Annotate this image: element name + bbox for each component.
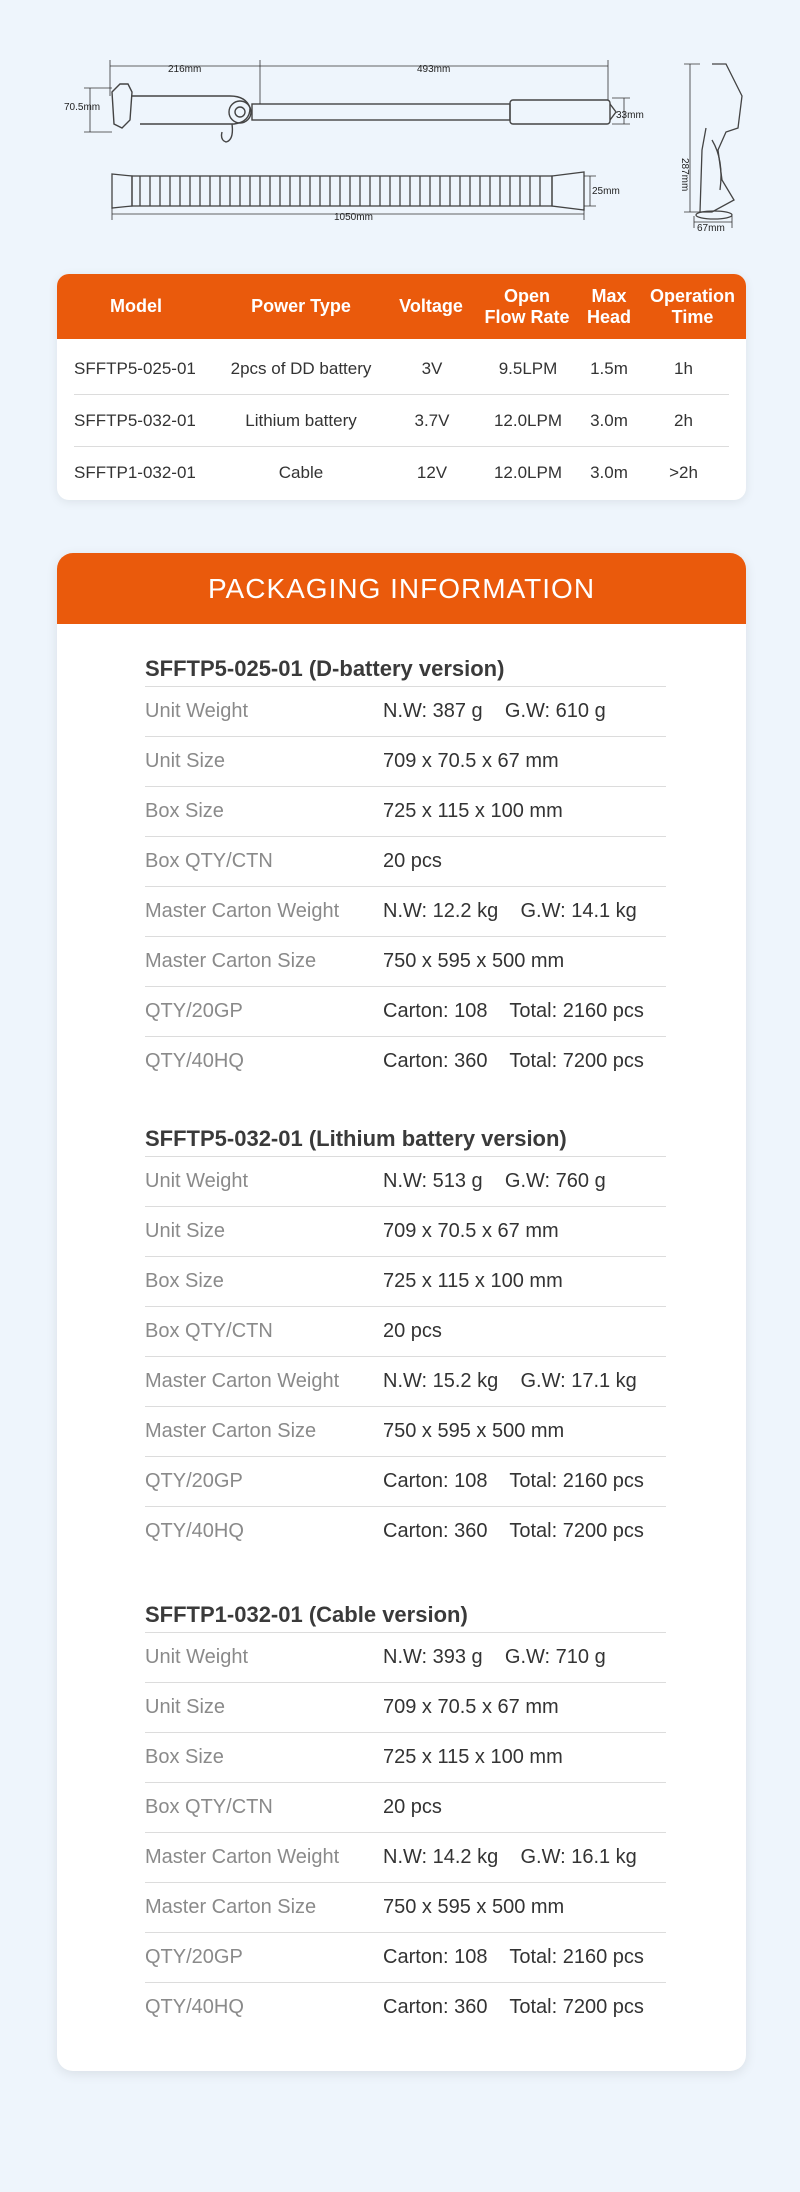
header-model: Model — [110, 296, 162, 316]
row-label: Box Size — [145, 1746, 224, 1768]
row-value: Carton: 108 Total: 2160 pcs — [383, 1946, 644, 1968]
row-value: N.W: 393 g G.W: 710 g — [383, 1646, 606, 1668]
cell-max-head: 3.0m — [590, 462, 628, 482]
packaging-row — [145, 837, 666, 887]
packaging-row — [145, 1733, 666, 1783]
row-value: 709 x 70.5 x 67 mm — [383, 1220, 559, 1242]
row-label: Box QTY/CTN — [145, 1796, 273, 1818]
row-value: Carton: 108 Total: 2160 pcs — [383, 1000, 644, 1022]
row-label: Master Carton Weight — [145, 1370, 340, 1392]
row-value: 725 x 115 x 100 mm — [383, 1746, 563, 1768]
packaging-section-d-battery — [145, 651, 666, 1086]
row-value: 20 pcs — [383, 1796, 442, 1818]
row-value: Carton: 108 Total: 2160 pcs — [383, 1470, 644, 1492]
cell-max-head: 1.5m — [590, 358, 628, 378]
row-label: Box QTY/CTN — [145, 850, 273, 872]
row-label: QTY/20GP — [145, 1946, 243, 1968]
row-value: 750 x 595 x 500 mm — [383, 1896, 565, 1918]
dim-33: 33mm — [616, 110, 644, 121]
dimension-lines — [84, 60, 732, 228]
row-value: N.W: 15.2 kg G.W: 17.1 kg — [383, 1370, 637, 1392]
row-label: QTY/40HQ — [145, 1520, 244, 1542]
hose-view — [112, 172, 584, 210]
packaging-row — [145, 1507, 666, 1556]
row-label: QTY/20GP — [145, 1000, 243, 1022]
row-value: N.W: 12.2 kg G.W: 14.1 kg — [383, 900, 637, 922]
packaging-row — [145, 1407, 666, 1457]
header-op-time-line1: Operation — [649, 285, 735, 306]
row-label: Unit Size — [145, 750, 226, 772]
cell-op-time: 1h — [674, 358, 693, 378]
packaging-row — [145, 1457, 666, 1507]
cell-flow-rate: 12.0LPM — [493, 462, 563, 482]
product-dimension-drawing — [0, 0, 800, 260]
row-value: 20 pcs — [383, 850, 442, 872]
packaging-section-lithium — [145, 1121, 666, 1556]
row-label: Unit Weight — [145, 700, 249, 722]
row-label: Unit Size — [145, 1696, 226, 1718]
row-value: Carton: 360 Total: 7200 pcs — [383, 1050, 644, 1072]
header-max-head — [579, 286, 639, 328]
row-label: Master Carton Weight — [145, 900, 340, 922]
row-value: Carton: 360 Total: 7200 pcs — [383, 1520, 644, 1542]
table-row — [74, 395, 729, 447]
header-flow-rate — [475, 286, 579, 328]
section-title: SFFTP5-025-01 (D-battery version) — [145, 651, 666, 687]
table-row — [74, 447, 729, 498]
spec-table — [57, 274, 746, 500]
cell-power-type: Cable — [278, 462, 324, 482]
header-max-head-line2: Head — [586, 306, 631, 327]
cell-model: SFFTP5-025-01 — [74, 358, 196, 378]
header-flow-rate-line2: Flow Rate — [484, 306, 570, 327]
packaging-row — [145, 1257, 666, 1307]
header-operation-time — [639, 286, 746, 328]
row-label: QTY/20GP — [145, 1470, 243, 1492]
row-value: 725 x 115 x 100 mm — [383, 1270, 563, 1292]
row-value: 20 pcs — [383, 1320, 442, 1342]
header-flow-rate-line1: Open — [503, 285, 550, 306]
dim-70-5: 70.5mm — [64, 102, 101, 113]
dim-1050: 1050mm — [334, 212, 373, 223]
packaging-row — [145, 937, 666, 987]
cell-flow-rate: 12.0LPM — [493, 410, 563, 430]
packaging-row — [145, 1983, 666, 2032]
row-label: Unit Weight — [145, 1170, 249, 1192]
cell-model: SFFTP1-032-01 — [74, 462, 196, 482]
row-value: N.W: 14.2 kg G.W: 16.1 kg — [383, 1846, 637, 1868]
row-value: N.W: 387 g G.W: 610 g — [383, 700, 606, 722]
header-power-type: Power Type — [251, 296, 351, 316]
packaging-row — [145, 1037, 666, 1086]
packaging-row — [145, 1683, 666, 1733]
header-max-head-line1: Max — [591, 285, 627, 306]
packaging-row — [145, 1157, 666, 1207]
row-value: 750 x 595 x 500 mm — [383, 1420, 565, 1442]
packaging-row — [145, 787, 666, 837]
spec-table-header — [57, 274, 746, 339]
dim-493: 493mm — [417, 64, 451, 75]
header-op-time-line2: Time — [671, 306, 714, 327]
row-value: Carton: 360 Total: 7200 pcs — [383, 1996, 644, 2018]
cell-flow-rate: 9.5LPM — [498, 358, 558, 378]
row-label: Box Size — [145, 800, 224, 822]
dim-287: 287mm — [679, 158, 690, 192]
packaging-row — [145, 1933, 666, 1983]
packaging-section-cable — [145, 1597, 666, 2032]
section-title: SFFTP1-032-01 (Cable version) — [145, 1597, 666, 1633]
packaging-row — [145, 1633, 666, 1683]
packaging-row — [145, 1833, 666, 1883]
packaging-row — [145, 1357, 666, 1407]
packaging-row — [145, 987, 666, 1037]
packaging-title: PACKAGING INFORMATION — [57, 553, 746, 624]
packaging-row — [145, 1783, 666, 1833]
section-title: SFFTP5-032-01 (Lithium battery version) — [145, 1121, 666, 1157]
table-row — [74, 343, 729, 395]
dim-216: 216mm — [168, 64, 202, 75]
packaging-card — [57, 553, 746, 2071]
row-label: Master Carton Size — [145, 950, 317, 972]
cell-op-time: 2h — [674, 410, 693, 430]
row-label: Box Size — [145, 1270, 224, 1292]
row-label: Box QTY/CTN — [145, 1320, 273, 1342]
cell-voltage: 3V — [421, 358, 443, 378]
cell-voltage: 3.7V — [414, 410, 450, 430]
packaging-row — [145, 1883, 666, 1933]
header-voltage: Voltage — [399, 296, 463, 316]
row-label: QTY/40HQ — [145, 1050, 244, 1072]
row-value: 750 x 595 x 500 mm — [383, 950, 565, 972]
row-label: Master Carton Weight — [145, 1846, 340, 1868]
packaging-row — [145, 687, 666, 737]
packaging-row — [145, 1207, 666, 1257]
dim-25: 25mm — [592, 186, 620, 197]
spec-table-body — [57, 339, 746, 500]
cell-max-head: 3.0m — [590, 410, 628, 430]
cell-power-type: Lithium battery — [245, 410, 357, 430]
row-label: Unit Weight — [145, 1646, 249, 1668]
row-value: 725 x 115 x 100 mm — [383, 800, 563, 822]
cell-voltage: 12V — [416, 462, 448, 482]
pump-side-view — [112, 84, 616, 142]
row-label: Master Carton Size — [145, 1896, 317, 1918]
packaging-row — [145, 887, 666, 937]
pump-line-drawing — [0, 0, 800, 260]
row-label: QTY/40HQ — [145, 1996, 244, 2018]
row-label: Master Carton Size — [145, 1420, 317, 1442]
packaging-row — [145, 1307, 666, 1357]
row-value: 709 x 70.5 x 67 mm — [383, 1696, 559, 1718]
cell-power-type: 2pcs of DD battery — [230, 358, 372, 378]
row-value: 709 x 70.5 x 67 mm — [383, 750, 559, 772]
row-value: N.W: 513 g G.W: 760 g — [383, 1170, 606, 1192]
cell-model: SFFTP5-032-01 — [74, 410, 196, 430]
cell-op-time: >2h — [669, 462, 698, 482]
packaging-row — [145, 737, 666, 787]
dim-67: 67mm — [697, 223, 725, 234]
row-label: Unit Size — [145, 1220, 226, 1242]
pump-end-view — [696, 64, 742, 219]
